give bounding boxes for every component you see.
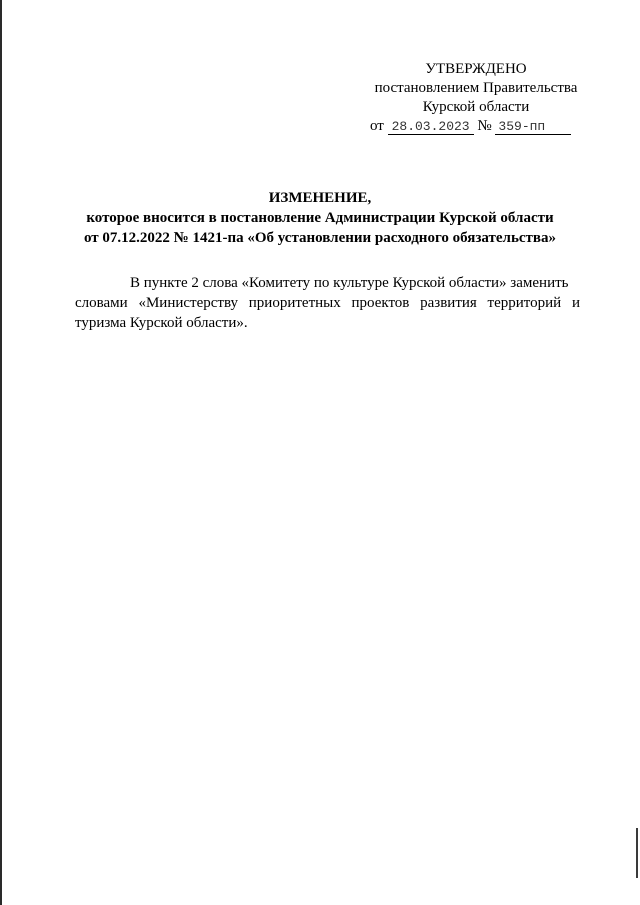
approval-line-2: Курской области — [422, 99, 530, 115]
approval-date: 28.03.2023 — [388, 119, 474, 135]
title-line-3: от 07.12.2022 № 1421-па «Об установлении расходного обязательства» — [83, 230, 557, 246]
title-line-1: ИЗМЕНЕНИЕ, — [268, 190, 372, 206]
approval-block — [360, 60, 592, 136]
date-prefix: от — [370, 118, 384, 134]
body-paragraph — [75, 273, 580, 333]
body-line-2: словами «Министерству приоритетных проектов развития территорий и — [75, 295, 580, 311]
approval-number: 359-пп — [495, 119, 571, 135]
body-line-3: туризма Курской области». — [75, 315, 248, 331]
approval-date-line — [360, 117, 592, 136]
title-line-2: которое вносится в постановление Администрации Курской области — [86, 210, 554, 226]
scan-edge-left — [0, 0, 2, 905]
document-title — [60, 188, 580, 248]
number-prefix: № — [477, 118, 492, 134]
body-line-1: В пункте 2 слова «Комитету по культуре Курской области» заменить — [130, 275, 569, 291]
approval-heading: УТВЕРЖДЕНО — [425, 61, 527, 77]
approval-line-1: постановлением Правительства — [374, 80, 578, 96]
scan-edge-right — [636, 828, 638, 878]
